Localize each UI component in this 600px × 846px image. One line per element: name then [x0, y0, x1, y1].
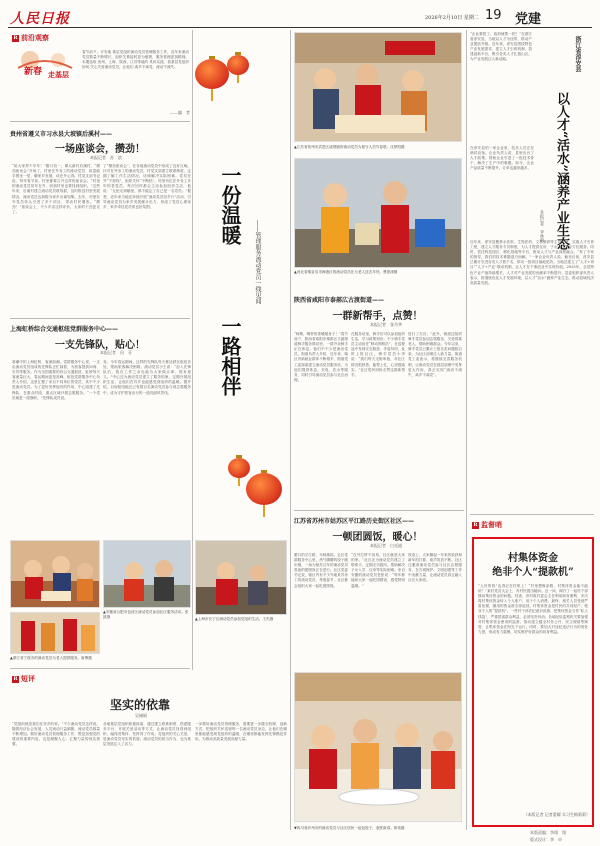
- new-year-badge: [14, 48, 76, 96]
- photo-harbor-art: [196, 541, 287, 615]
- shortcomment-label-text: 短评: [21, 674, 35, 683]
- photo-cooking-art: [11, 541, 100, 608]
- photo-community-art: [104, 541, 191, 608]
- frontline-label: [12, 33, 49, 43]
- photo5-credit: 王杰摄: [262, 617, 274, 621]
- jiangsu-byline: 本报记者 白光迪: [370, 543, 402, 548]
- story1-title: 一场座谈会，攒劲！: [55, 144, 145, 155]
- story1-col1: “给大家拜个早年！”腊月初一，谭大新村后溪村，“攒劲座谈会”开场了，村里在外务工的流动党员、致富能手围坐一堂，聊家乡发展，谈在外心得。村党支部书记说，每年春节前，村里都要召开这样的座谈会。“村里的流动党员常年在外，回到村里也要找到组织。”这些年来，后溪村建立流动党员联络群，及时推送村里发展情况，流动党员也积极为家乡出谋划策。去年，村里在外党员牵头引进了多个项目，带动村民增收。“攒劲！”座谈会上，不少乡亲这样评价，大家的干劲更足了。: [12, 164, 100, 214]
- supervision-body: “人民的钱”也得记在村账上！“村里想修条路，村集体资金能不能用？”某村党员大会上，有村民提出疑问。这一问，揭开了一起村干部挪用集体资金的问题。经查，该村原村委会主任利用职务便利，多次将村集体资金转入个人账户，用于个人消费。最终，相关人员受到严肃处理，挪用的资金被全部追回。村集体资金是村民的共同财产，绝非个人的“提款机”。一些村干部法纪意识淡薄，把集体资金当作“私人钱袋”，严重损害群众利益，必须坚决纠治。各地纪检监察机关要加强对村集体资金使用的监督，推动建立健全村务公开、民主理财等制度，让集体资金在阳光下运行。同时，要加大对违纪违法行为的查处力度，形成有力震慑，切实维护好群众的切身利益。: [478, 584, 588, 634]
- photo4-caption: [10, 656, 190, 666]
- feature-subtitle: ——管理服务流动党员一线见闻: [254, 220, 261, 304]
- jiangsu-col2: “在外打拼不容易，社区就是大家的家。”社区还为流动党员建立了联系卡，定期走访慰问，帮助解决子女入学、住房等实际困难。来自安徽的流动党员老张说：“每年都能和大家一起吃团圆饭，感觉特别温暖。”: [351, 553, 405, 588]
- frontline-intro-text: 春节前夕，平安地 基层党组织流动党员管理服务工作，近年来流动党员数量不断增长，组织关系接转更为便捷，服务管理更加精细。本期选取 贵州、上海、陕西、江苏等地的 具体实践，看基层党组织如何 关心关爱流动党员，让他们 离乡不离党、流动不流失。: [82, 50, 189, 70]
- photo6-caption: [294, 826, 462, 838]
- zhejiang-title: 以人才“活水”涵养产业生态: [554, 92, 569, 250]
- photo3-caption: [103, 610, 191, 620]
- section-name: 党建: [515, 12, 542, 27]
- frontline-label-text: 前沿观察: [21, 33, 49, 42]
- shortcomment-col2: 各地基层党组织积极探索，通过建立联系制度、搭建服务平台、开展关爱活动等方式，让流动党员找得到组织、融得进集体、发挥得了作用。党组织的关心关爱，是流动党员坚实的依靠；流动党员的担当作为，也为基层发展注入了活力。: [103, 722, 191, 747]
- lantern4-tassel: [263, 505, 265, 517]
- photo2-credit: 曹建涛摄: [383, 270, 398, 274]
- lantern1-body: [195, 59, 229, 89]
- photo2-caption: [294, 270, 462, 282]
- rule-2: [10, 318, 190, 319]
- photo6-credit: 廖伟摄: [393, 826, 405, 830]
- rule-5: [470, 514, 594, 515]
- photo-couplets-art: [295, 33, 462, 142]
- supervision-title-1: 村集体资金: [508, 553, 558, 564]
- photo1-caption: [294, 145, 462, 157]
- rule-3: [10, 668, 190, 669]
- lantern3-tassel: [238, 478, 240, 486]
- footer-designer: 版式设计：李 卓: [530, 837, 562, 842]
- shaanxi-kicker: 陕西省咸阳市泰郝広古渡街道——: [294, 297, 385, 304]
- photo-volunteers-art: [11, 613, 100, 654]
- masthead-rule: [8, 27, 592, 28]
- shortcomment-title: 坚实的依靠: [109, 698, 170, 712]
- photo-delivery-art: [295, 159, 462, 268]
- shortcomment-label: [12, 674, 35, 684]
- rule-4: [294, 510, 464, 511]
- zhejiang-intro: “企业要招工，政府就帮一把！”在浙江省淳安县，当地以人才为纽带，推动产业提质升级。近年来，淳安县围绕特色产业发展需求，建立人才引育机制，搭建创新平台，吸引各类人才扎根山区，为产业发展注入新动能。: [470, 32, 532, 62]
- photo1-credit: 沈梦阳摄: [390, 145, 405, 149]
- shortcomment-col3: 一步做好流动党员管理服务，需要进一步健全机制、创新方式，把组织关怀送到每一名流动党员身边，让他们在哪里都能感受到党组织的温暖，在哪里都能发挥先锋模范作用，为推动高质量发展贡献力量。: [195, 722, 287, 742]
- page-number: 19: [485, 8, 502, 23]
- footer-editor: 本版责编：李翔 翔: [530, 830, 566, 835]
- supervision-footer: （本版记者 记者蕾耀 实习生梅莉莉）: [523, 812, 590, 817]
- column-rule-3: [466, 30, 467, 830]
- shortcomment-tag-icon: R: [13, 675, 18, 682]
- frontline-tag-icon: R: [13, 34, 18, 41]
- supervision-title-2: 绝非个人“提款机”: [492, 567, 574, 578]
- supervision-tag-icon: R: [473, 521, 478, 528]
- photo-dumplings: [294, 672, 462, 822]
- shaanxi-col3: 进行了走访。”此外，街道还组织骑手党员参加志愿服务，关爱孤寡老人，帮助困难群众。今年以来，骑手党员已累计上报各类问题数百条，为社区治理注入新力量。街道党工委表示，将继续完善服务机制，让流动党员在基层治理中发挥更大作用，真正实现“流动不流失、离乡不离党”。: [408, 332, 462, 377]
- lantern2-tassel: [237, 75, 239, 83]
- shaanxi-col2: 在服务站里，骑手们可以参加组织生活，学习政策知识。不少骑手党员主动担任“移动网格员”，在送餐途中发现安全隐患、矛盾纠纷，及时上报社区。骑手党员小李说：“我们每天走街串巷，对社区情况很熟悉，能帮上忙，心里很踏实。”社区居民纷纷点赞这群新帮手。: [351, 332, 405, 377]
- zhejiang-region: 浙江省淳安县: [574, 36, 581, 72]
- photo2-caption-text: ▲河北省秦皇岛市海港区的流动党员在为老人送去年货。: [294, 270, 384, 274]
- photo3-caption-text: ▲安徽省合肥市包河区流动党员参加社区服务活动。: [103, 610, 185, 614]
- photo3-credit: 张凯摄: [103, 610, 189, 619]
- supervision-label-text: 监督哨: [481, 520, 502, 529]
- story1-col2: 了“攒劲座谈会”，在各地流动党员中形成了良好反响。针对在外务工的流动党员，村党支部建立联系制度，定期了解工作生活情况，协调解决实际困难。党员在外“不掉线”，组织关怀“不断档”。村里有位在外务工多年的老党员，每次回村都会主动参加组织生活，他说：“无论走到哪里，都不能忘了自己是一名党员。”据悉，近年来当地还持续开展“流动党员回乡行”活动，引导流动党员为家乡发展献计出力，形成了党员心系家乡、家乡牵挂党员的良好氛围。: [103, 164, 191, 209]
- lantern-icon-4: [246, 470, 282, 517]
- lantern4-body: [246, 473, 282, 505]
- photo-volunteers: [10, 612, 100, 654]
- lantern1-tassel: [211, 89, 213, 101]
- story2-col1: 寒潮中的上海虹桥，客流如潮。党群服务中心里，一支由流动党员组成的先锋队正忙碌着，为旅客提供问询、引导等服务。作为全国重要的综合交通枢纽，虹桥每天客流量巨大，春运期间更是高峰。枢纽党群服务中心负责人介绍，这里汇聚了来自不同单位的党员，其中不少是流动党员。为了更好发挥他们的作用，中心组建了先锋队，在重点时段、重点区域开展志愿服务。“一个党员就是一面旗帜。”先锋队成员说。: [12, 360, 100, 400]
- story2-col2: 务。今年春运期间，这样的先锋队每天都活跃在枢纽各处，帮助旅客解决困难。流动党员小王说：“加入先锋队后，我在工作之余也能为大家做点事，很有意义。”中心还为流动党员建立了服务档案，定期开展组织生活，让他们在异乡也能感受到组织的温暖。据介绍，目前枢纽地区已有数百名流动党员参与到志愿服务中，成为守护旅客出行的一道亮丽风景线。: [103, 360, 191, 395]
- story2-title: 一支先锋队，贴心！: [55, 340, 145, 351]
- photo-community-service: [103, 540, 191, 608]
- story2-kicker: 上海虹桥综合交通枢纽党群服务中心——: [10, 326, 119, 333]
- photo4-caption-text: ▲浙江省宁波市的流动党员为老人提供服务。: [10, 656, 82, 660]
- shortcomment-byline: 吴储钺: [135, 713, 147, 718]
- zhejiang-col2: 近年来，淳安县聚焦水饮料、生物医药、文旅康养等主导产业，实施人才引育工程，建立人才服务专员制度，为人才提供住房、子女入学等全方位服务。同时，依托科技园区、孵化基地等平台，推动人才与产业深度融合。“有了专家的指导，我们的技术难题迎刃而解。”一家企业负责人说。截至目前，淳安县已累计引进各类人才数千名，带动一批项目落地见效。当地还建立了“人才+项目”“人才+产业”联动机制，让人才在干事创业中实现价值。2025年，全县特色产业产值持续增长，人才对产业发展的贡献率不断提升。县委组织部负责人表示，将继续优化人才发展环境，以人才“活水”涵养产业生态，推动县域经济高质量发展。: [470, 240, 594, 285]
- badge-text-2: 走基层: [48, 70, 69, 79]
- photo-harbor: [195, 540, 287, 615]
- zhejiang-byline: 本报记者 李林蔚: [540, 210, 545, 242]
- rule-1: [10, 121, 190, 122]
- newspaper-logo: 人民日报: [10, 11, 70, 27]
- story1-kicker: 贵州省遵义市习水县大坡镇后溪村——: [10, 131, 113, 138]
- shaanxi-col1: “师傅，喝杯热茶暖暖身子！”春节前夕，陕西省咸阳市秦都区古渡街道骑手服务驿站里，一群外卖骑手正在休息。他们中不少是流动党员。街道负责人介绍，近年来，辖区内新就业群体不断增多，街道党工委探索建立流动党员服务站，为他们提供休息、充电、饮水等服务，同时引导流动党员参与社区治理。: [294, 332, 348, 382]
- feature-title-2: 一路相伴: [218, 316, 242, 396]
- photo-couplets: [294, 32, 462, 142]
- jiangsu-kicker: 江苏省苏州市姑苏区平江路历史街区社区——: [294, 518, 415, 525]
- column-rule-2: [290, 30, 291, 830]
- lantern2-body: [227, 55, 249, 75]
- lantern-icon-1: [195, 56, 229, 101]
- editor-note: ——编 者: [170, 110, 190, 115]
- jiangsu-col3: 饭桌上，大家聊起一年来的收获和新年的打算，欢声笑语不断。社区还邀请流动党员参与社区志愿服务，在古城保护、文明创建等工作中贡献力量，让流动党员真正融入社区大家庭。: [408, 553, 462, 583]
- badge-text-1: 新春: [24, 67, 43, 77]
- photo-delivery: [294, 158, 462, 268]
- story1-byline: 本报记者 苏 滨: [90, 155, 122, 160]
- supervision-label: [472, 520, 502, 530]
- issue-date: 2026年2月10日 星期二: [425, 15, 479, 21]
- photo-cooking-activity: [10, 540, 100, 608]
- jiangsu-col1: 腊月的平江路，年味渐浓。社区党群服务中心里，热气腾腾的饺子刚出锅，一场为留苏过年的流动党员准备的团圆饭正在进行。社区党委书记说，辖区内有不少外地来苏务工的流动党员，每逢春节，社区都会组织大家一起吃团圆饭。: [294, 553, 348, 588]
- story2-byline: 本报记者 田 芬: [100, 350, 132, 355]
- photo4-credit: 唐博摄: [81, 656, 92, 660]
- feature-title-1: 一份温暖: [218, 165, 242, 245]
- photo1-caption-text: ▲江苏省常州市武进区遥观镇的流动党员为留守人员写春联。: [294, 145, 391, 149]
- jiangsu-title: 一顿团圆饭，暖心！: [332, 532, 423, 543]
- shaanxi-title: 一群新帮手，点赞！: [332, 311, 423, 322]
- photo5-caption: [195, 617, 287, 627]
- photo6-caption-text: ▼四川省泸州市的流动党员与社区居民一起包饺子，欢度新春。: [294, 826, 394, 830]
- shaanxi-byline: 本报记者 张丹华: [370, 322, 402, 327]
- photo-dumplings-art: [295, 673, 462, 822]
- photo5-caption-text: ▲上海市长宁区流动党员参加党组织生活。: [195, 617, 263, 621]
- zhejiang-col1: 在淳安县的一家企业里，技术人员正在调试设备。企业负责人说，县里出台了人才政策，帮助企业引进了一批技术骨干，解决了生产中的难题。如今，企业产品质量不断提升，订单也越来越多。: [470, 146, 534, 171]
- shortcomment-col1: “党组织就是我们在异乡的家。”不少流动党员这样说。随着经济社会发展，人员流动日益频繁，流动党员数量不断增加。做好流动党员管理服务工作，既是加强党的建设的重要内容，也是凝聚人心、汇聚力量的现实需要。: [12, 722, 100, 747]
- column-rule-1: [192, 30, 193, 670]
- lantern-icon-2: [227, 52, 249, 83]
